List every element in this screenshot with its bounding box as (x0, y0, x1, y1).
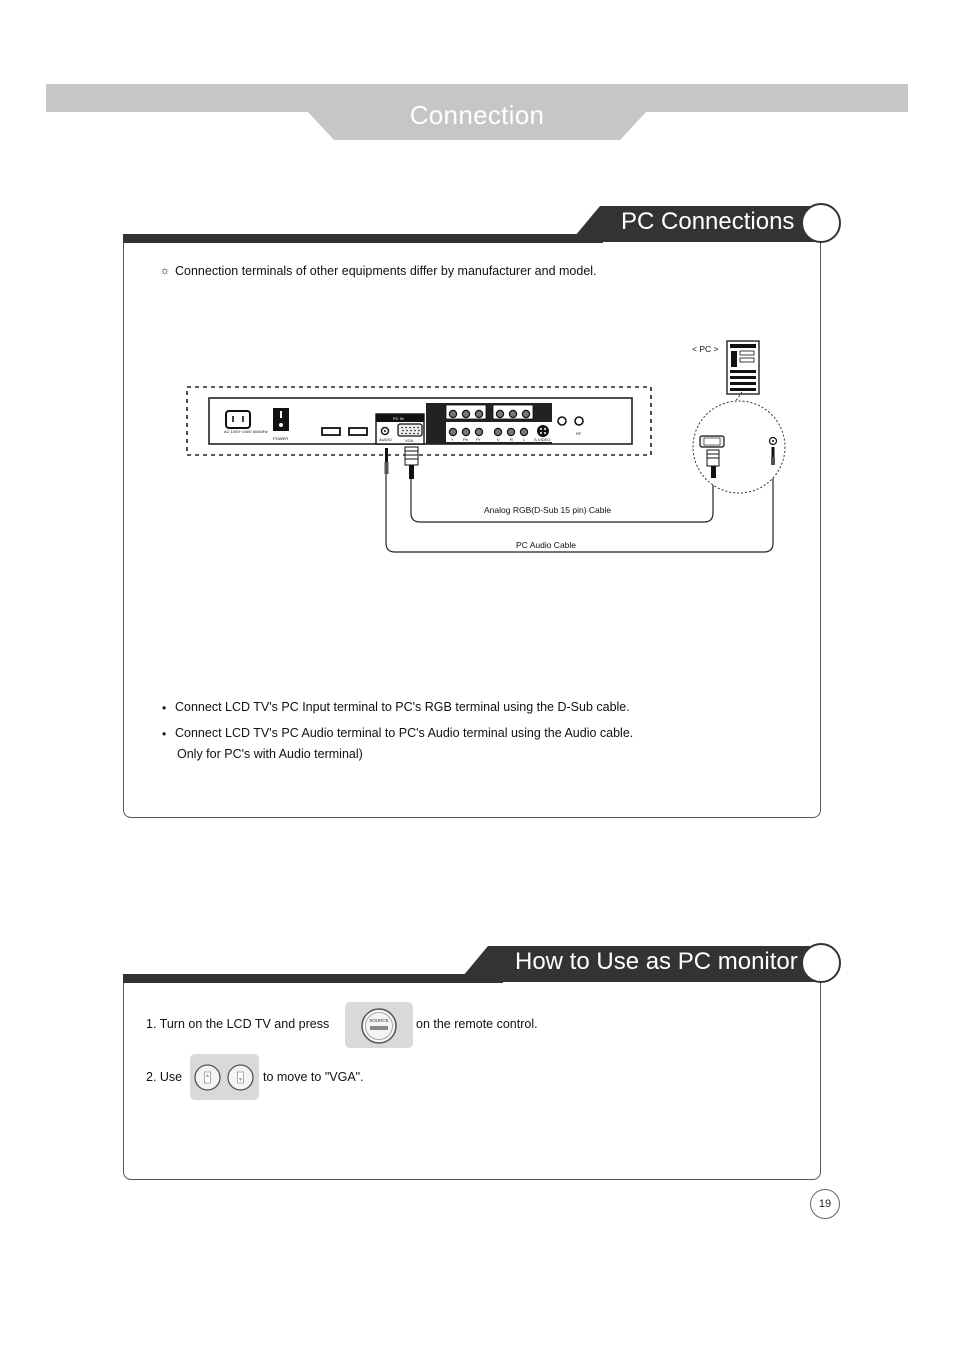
page-number: 19 (810, 1189, 840, 1219)
av-label-v: V (497, 437, 500, 442)
component-label-pb: Pb (463, 437, 468, 442)
pc-label: < PC > (692, 344, 719, 354)
ac-label: AC 100V~240V 50/60Hz (224, 429, 268, 434)
pc-tower-icon (727, 341, 759, 394)
bullet-audio: Connect LCD TV's PC Audio terminal to PC's Audio terminal using the Audio cable. (175, 726, 634, 740)
audio-plug-icon (385, 448, 389, 474)
pc-connections-title: PC Connections (621, 208, 795, 235)
pc-audio-plug-icon (771, 447, 775, 465)
ac-inlet-icon (226, 411, 250, 428)
step2-text: 2. Use (146, 1070, 183, 1084)
vga-port-label: VGA (405, 438, 414, 443)
pc-monitor-title: How to Use as PC monitor (515, 948, 798, 975)
av-label-r: R (510, 437, 513, 442)
step2-text-after: to move to "VGA". (263, 1070, 364, 1084)
audio-port-label: AUDIO (379, 437, 392, 442)
note-symbol: ☼ (160, 265, 171, 277)
pc-connections-bar (123, 234, 603, 243)
power-switch-icon (273, 408, 289, 431)
down-arrow-button-icon (226, 1063, 255, 1092)
pc-connection-diagram (180, 330, 800, 570)
component-label-y: Y (451, 437, 454, 442)
manufacturer-note: Connection terminals of other equipments differ by manufacturer and model. (175, 264, 597, 278)
bullet-marker: • (162, 727, 167, 741)
power-label: POWER (273, 436, 289, 441)
pc-vga-port-icon (700, 436, 724, 447)
bullet-audio-note: Only for PC's with Audio terminal) (177, 747, 363, 761)
svideo-label: S-VIDEO (534, 437, 551, 442)
bullet-rgb: Connect LCD TV's PC Input terminal to PC's RGB terminal using the D-Sub cable. (175, 700, 630, 714)
pc-audio-jack-icon (382, 428, 389, 435)
av-label-l: L (523, 437, 526, 442)
component-label-pr: Pr (476, 437, 480, 442)
svideo-port-icon (537, 425, 549, 437)
pc-in-label: PC IN (393, 416, 404, 421)
audio-cable-label: PC Audio Cable (516, 540, 577, 550)
source-button-icon (359, 1006, 399, 1046)
vga-plug-icon (405, 447, 418, 479)
up-arrow-button-icon (193, 1063, 222, 1092)
vga-port-icon (398, 424, 422, 436)
pc-monitor-bar (123, 974, 503, 983)
bullet-marker: • (162, 701, 167, 715)
source-button-label: SOURCE (369, 1018, 389, 1023)
rf-label: RF (576, 431, 582, 436)
page-title: Connection (409, 100, 545, 130)
step1-text: 1. Turn on the LCD TV and press (146, 1017, 330, 1031)
step1-text-after: on the remote control. (416, 1017, 538, 1031)
rgb-cable-label: Analog RGB(D-Sub 15 pin) Cable (484, 505, 612, 515)
pc-audio-port-icon (770, 438, 777, 445)
